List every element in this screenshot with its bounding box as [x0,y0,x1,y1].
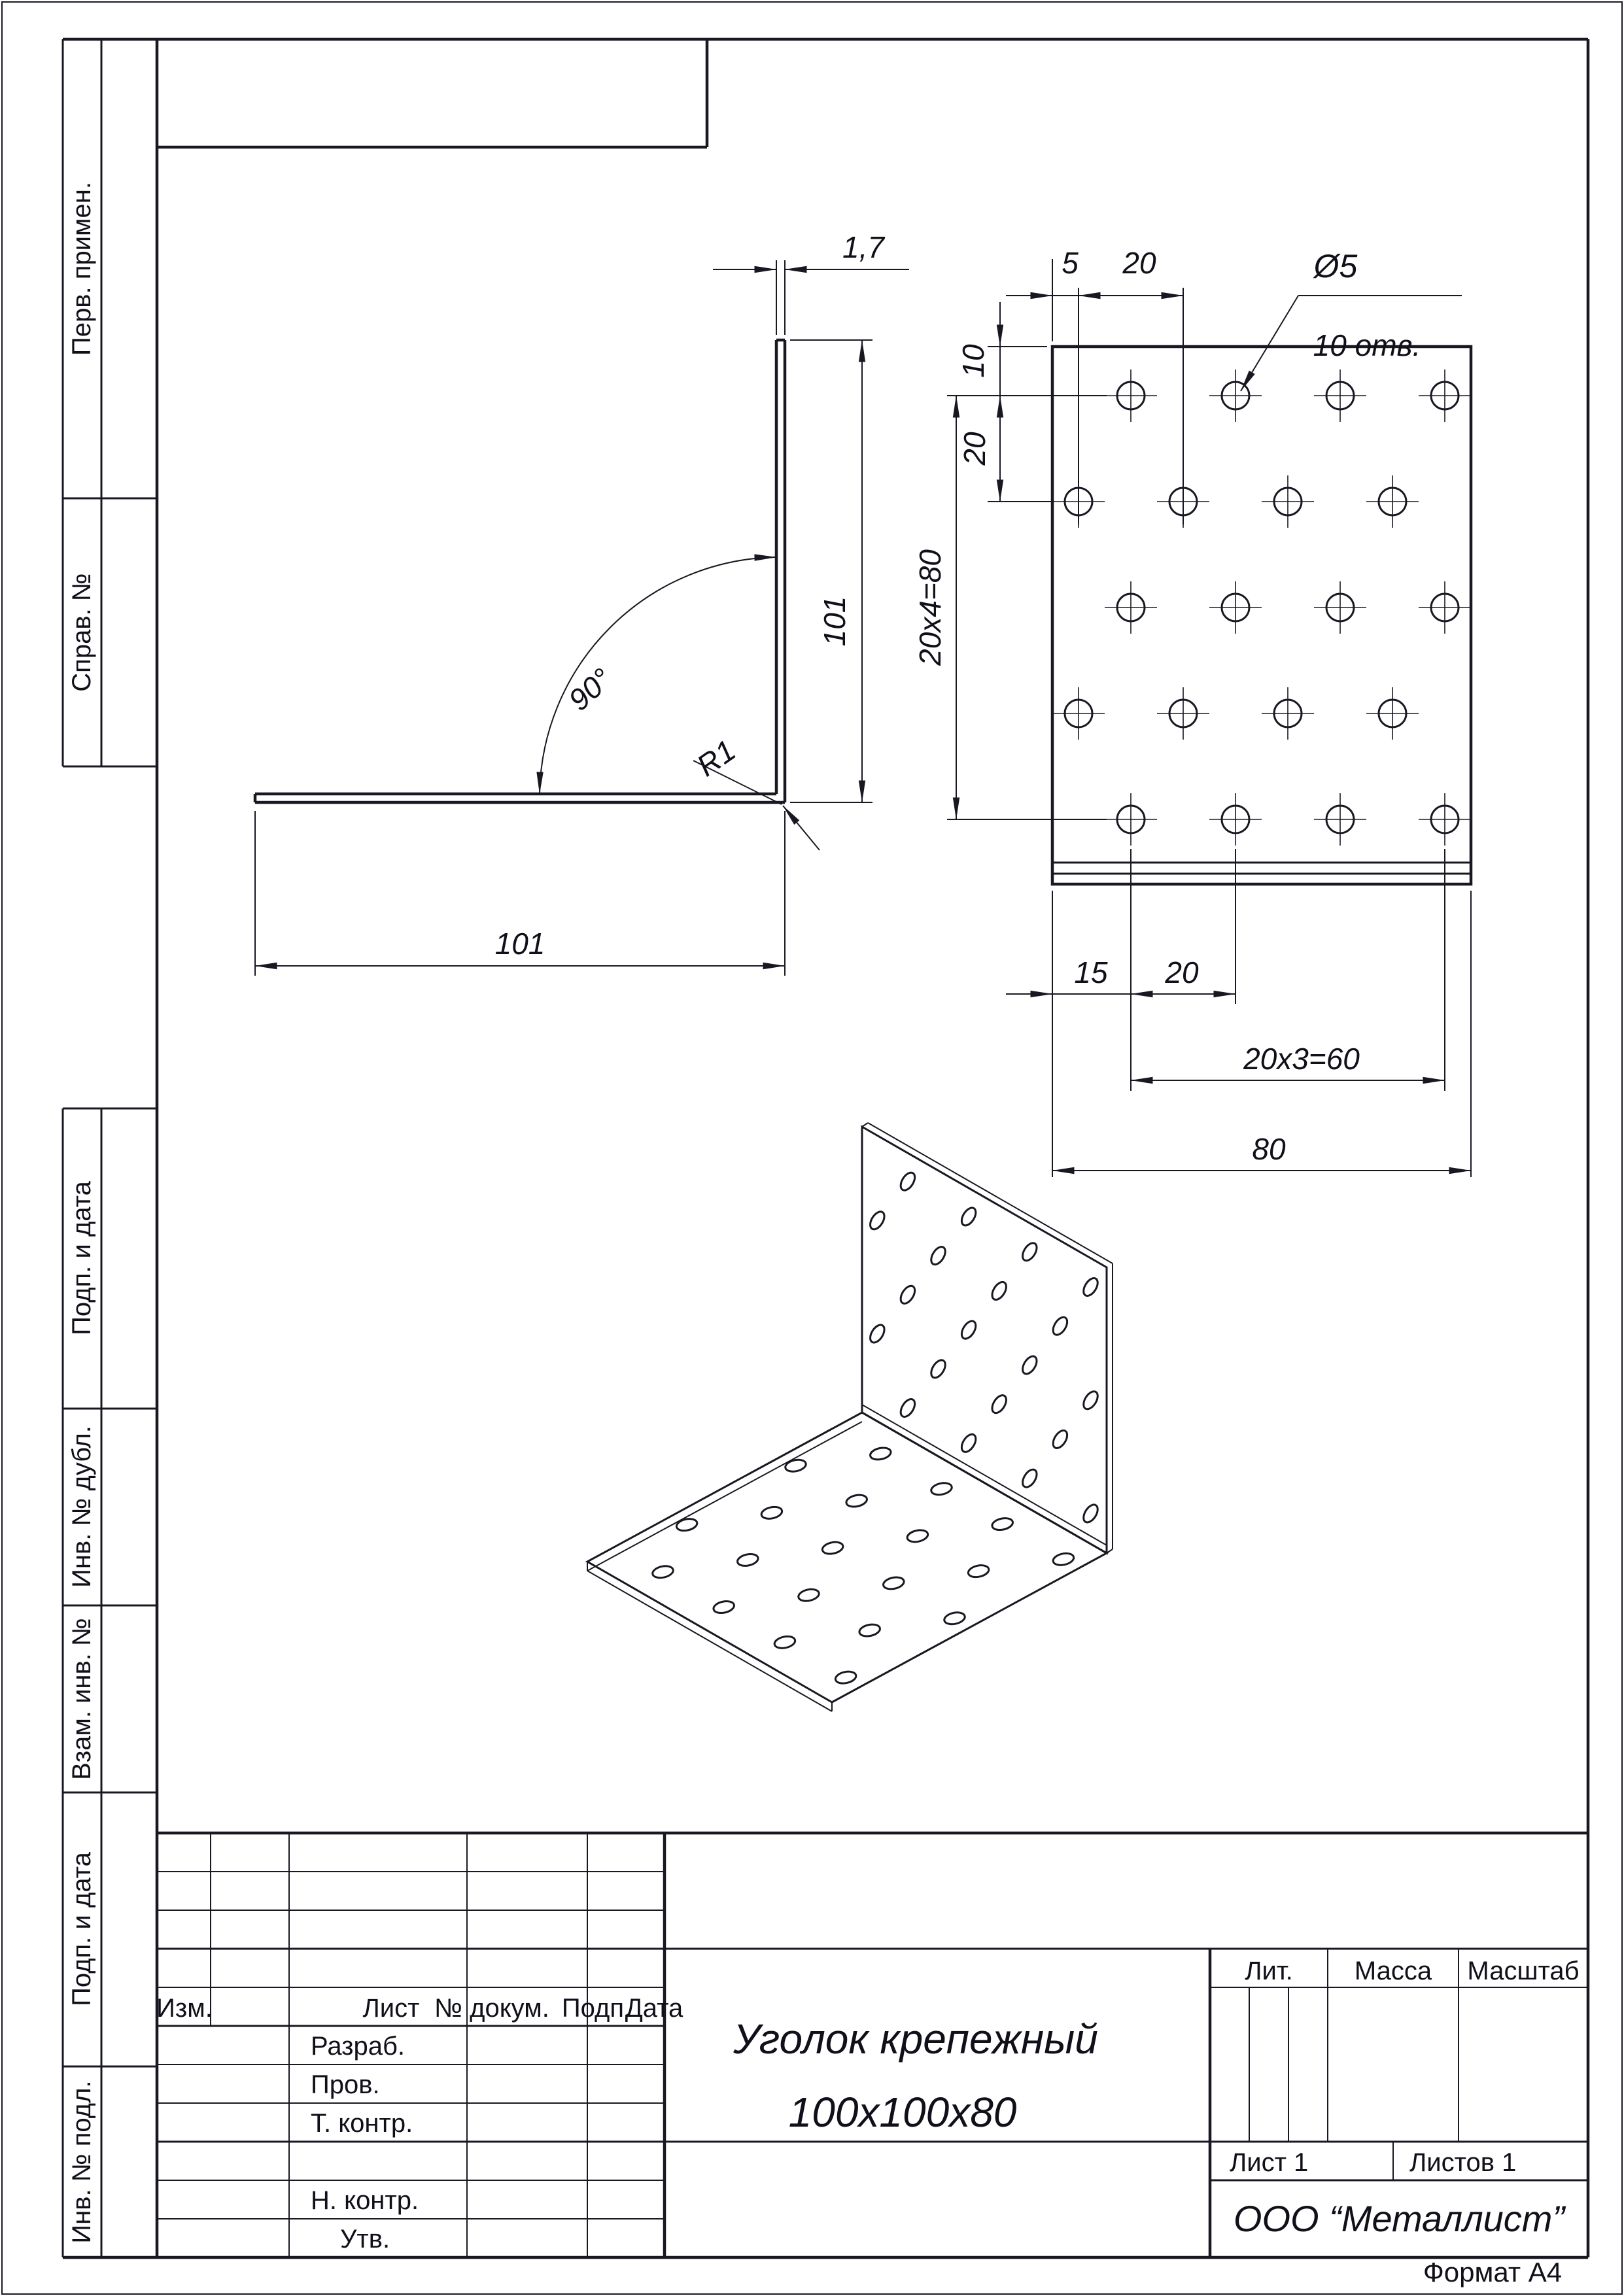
strip-label-perv-primen: Перв. примен. [67,182,96,356]
strip-label-inv-dubl: Инв. № дубл. [67,1426,96,1588]
dim-leg-height: 101 [818,596,852,647]
hole [712,1600,735,1615]
hole [1020,1354,1039,1376]
hole [1080,1502,1100,1524]
role-utv: Утв. [340,2225,390,2253]
hole [835,1670,857,1685]
dim-bottom-offset: 15 [1074,955,1108,989]
header-doc: № докум. [434,1994,549,2023]
header-date: Дата [625,1994,683,2023]
iso-vertical-holes [867,1170,1101,1524]
hole [882,1575,905,1590]
dim-edge-offset: 5 [1062,246,1079,280]
hole [898,1284,918,1306]
role-razrab: Разраб. [311,2032,406,2061]
strip-label-inv-podl: Инв. № подл. [67,2080,96,2244]
dim-col-total: 20x3=60 [1243,1042,1360,1076]
label-listov-number: Листов 1 [1409,2148,1517,2177]
hole [930,1481,953,1496]
hole [821,1541,844,1556]
hole [784,1458,807,1473]
part-title-line2: 100x100x80 [788,2089,1017,2136]
hole [898,1170,918,1192]
side-view-outline [255,340,785,802]
role-n-kontr: Н. контр. [311,2186,419,2215]
hole [959,1318,978,1341]
hole [858,1622,881,1637]
part-title-line1: Уголок крепежный [733,2015,1098,2063]
dim-thickness: 1,7 [842,230,884,264]
hole [1080,1389,1100,1411]
first-application-box [157,39,707,147]
dim-top-offset: 10 [956,344,990,378]
hole [967,1564,990,1579]
label-list-number: Лист 1 [1230,2148,1309,2177]
dim-leg-length: 101 [494,927,545,961]
hole [1052,1552,1075,1567]
label-lit: Лит. [1245,1957,1293,1985]
dim-row-total: 20x4=80 [913,549,947,666]
company-name: ООО “Металлист” [1233,2198,1565,2239]
front-view [913,246,1471,1177]
hole [760,1505,783,1520]
iso-bottom-flange [587,1413,1107,1702]
hole [1050,1315,1070,1337]
dim-radius: R1 [690,732,742,783]
hole [651,1564,674,1579]
hole [928,1358,948,1380]
role-t-kontr: Т. контр. [311,2109,413,2138]
hole [736,1552,759,1568]
title-block [156,1833,1588,2257]
dim-hole-count: 10 отв. [1313,328,1421,362]
header-izm: Изм. [156,1994,213,2023]
header-podp: Подп. [561,1994,632,2023]
hole [869,1446,892,1461]
hole [906,1528,929,1543]
front-plate-outline [1052,347,1471,884]
strip-label-podp-data-1: Подп. и дата [67,1181,96,1335]
dim-angle: 90° [562,661,619,717]
iso-view [587,1123,1113,1711]
dim-hole-diameter: Ø5 [1313,248,1358,284]
iso-vertical-flange [862,1127,1107,1553]
header-list: Лист [362,1994,420,2023]
hole [867,1209,887,1231]
hole [959,1205,978,1227]
hole [990,1393,1009,1415]
format-label: Формат А4 [1423,2257,1563,2287]
role-prov: Пров. [311,2070,380,2099]
hole [1020,1467,1039,1489]
side-view [255,230,909,976]
hole [867,1322,887,1345]
hole [928,1244,948,1267]
hole [898,1397,918,1419]
label-massa: Масса [1354,1957,1432,1985]
hole [1080,1276,1100,1298]
hole [1020,1241,1039,1263]
strip-label-sprav-no: Справ. № [67,573,96,692]
dim-col-pitch: 20 [1165,955,1199,989]
hole [845,1493,868,1508]
label-masshtab: Масштаб [1467,1957,1580,1985]
hole [797,1588,820,1603]
dim-row-pitch: 20 [958,432,992,466]
strip-label-podp-data-2: Подп. и дата [67,1852,96,2006]
hole [943,1611,966,1626]
strip-label-vzam-inv: Взам. инв. № [67,1618,96,1780]
hole [1050,1428,1070,1450]
dim-width: 80 [1252,1132,1286,1166]
hole [773,1635,796,1650]
front-hole-pattern [1052,369,1471,846]
dim-hole-pitch: 20 [1122,246,1156,280]
hole [990,1280,1009,1302]
hole [991,1516,1014,1532]
hole [959,1432,978,1454]
left-strip [63,39,157,2257]
iso-bottom-holes [651,1446,1075,1685]
hole [676,1517,699,1532]
